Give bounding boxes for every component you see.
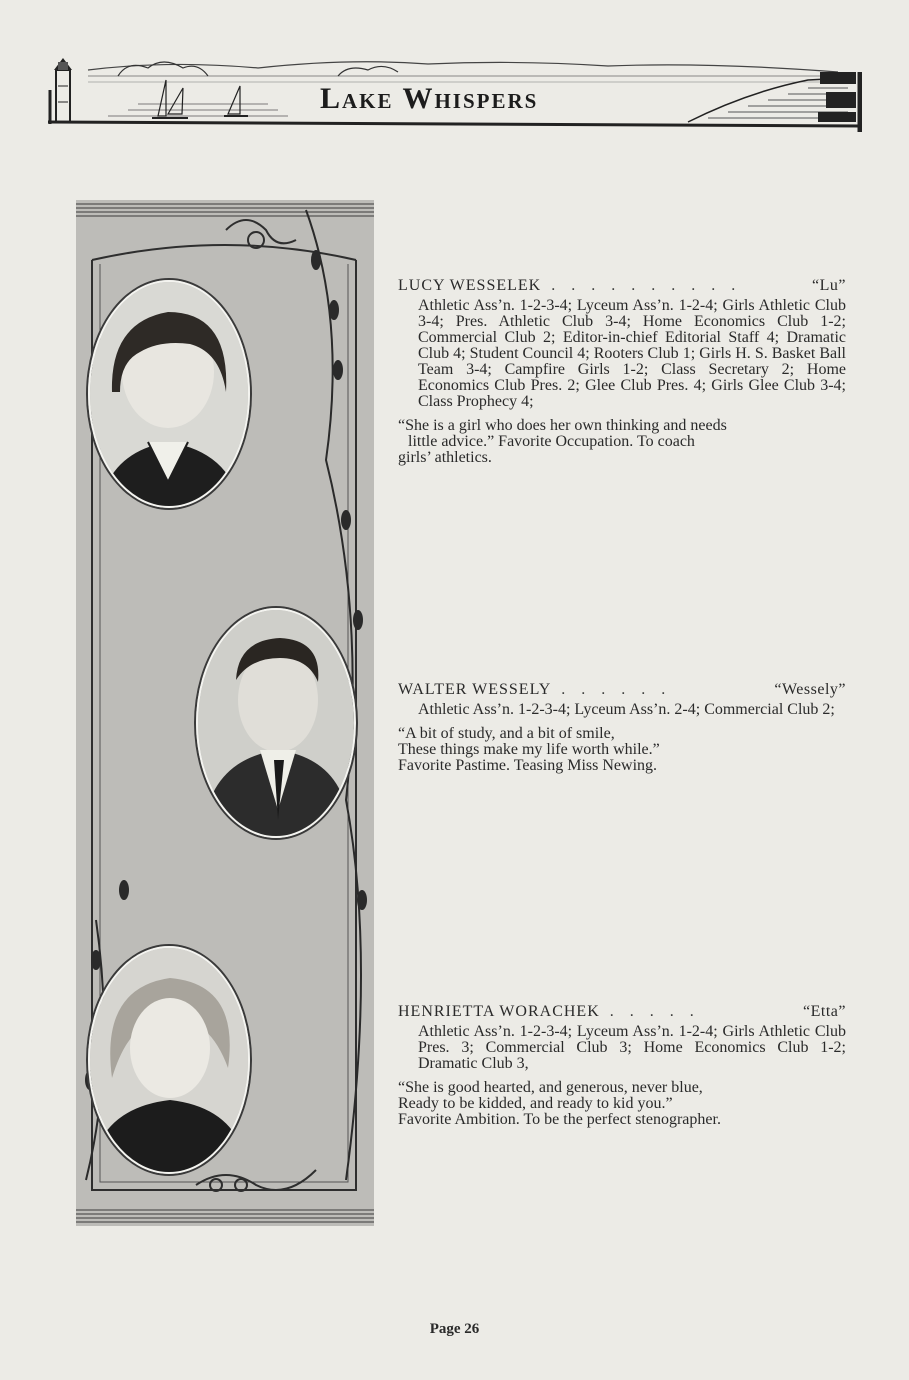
portrait-lucy-wesselek	[88, 280, 250, 508]
activities-list: Athletic Ass’n. 1-2-3-4; Lyceum Ass’n. 1-2-4; Girls Athletic Club Pres. 3; Commercial Club 3; Home Economics Club 1-2; Dramatic Club 3,	[418, 1023, 846, 1072]
portrait-walter-wessely	[196, 608, 356, 838]
ship-icon	[818, 72, 856, 122]
quote-line: little advice.” Favorite Occupation. To coach	[408, 433, 695, 450]
quote-block	[398, 1080, 846, 1128]
quote-line: girls’ athletics.	[398, 449, 492, 466]
student-name: LUCY WESSELEK	[398, 277, 542, 294]
dot-leader: . . . . . .	[561, 682, 672, 698]
person-photo-icon	[90, 948, 248, 1172]
student-nickname: “Lu”	[812, 277, 846, 294]
activities-list: Athletic Ass’n. 1-2-3-4; Lyceum Ass’n. 2-4; Commercial Club 2;	[418, 701, 835, 718]
dot-leader: . . . . .	[609, 1004, 700, 1020]
portrait-panel	[76, 200, 374, 1226]
quote-line: “She is a girl who does her own thinking and needs	[398, 417, 727, 434]
page-number: Page 26	[429, 1321, 480, 1337]
student-name: WALTER WESSELY	[398, 681, 552, 698]
quote-line: Ready to be kidded, and ready to kid you.”	[398, 1095, 673, 1112]
header-banner	[48, 52, 862, 138]
person-photo-icon	[198, 610, 354, 836]
senior-entry	[398, 278, 846, 466]
quote-line: “A bit of study, and a bit of smile,	[398, 725, 615, 742]
entry-header	[398, 1004, 846, 1020]
quote-line: Favorite Ambition. To be the perfect stenographer.	[398, 1111, 721, 1128]
entry-header	[398, 682, 846, 698]
quote-line: “She is good hearted, and generous, never blue,	[398, 1079, 703, 1096]
senior-entry	[398, 1004, 846, 1128]
quote-block	[398, 418, 846, 466]
lighthouse-icon	[54, 58, 72, 122]
quote-line: Favorite Pastime. Teasing Miss Newing.	[398, 757, 658, 774]
sailboat-icon	[152, 80, 248, 118]
student-nickname: “Wessely”	[774, 681, 846, 698]
quote-block	[398, 726, 846, 774]
student-name: HENRIETTA WORACHEK	[398, 1003, 600, 1020]
student-nickname: “Etta”	[803, 1003, 846, 1020]
header-title: Lake Whispers	[320, 82, 539, 115]
activities-list: Athletic Ass’n. 1-2-3-4; Lyceum Ass’n. 1-2-4; Girls Athletic Club 3-4; Pres. Athletic Club 3-4; Home Economics Club 1-2; Commercial Club 2; Editor-in-chief Editorial Staff 4; Dramatic Club 4; Student Council 4; Rooters Club 1; Girls H. S. Basket Ball Team 3-4; Campfire Girls 1-2; Class Secretary 2; Home Economics Club Pres. 2; Glee Club Pres. 4; Girls Glee Club 3-4; Class Prophecy 4;	[418, 297, 846, 410]
senior-entry	[398, 682, 846, 774]
dot-leader: . . . . . . . . . .	[551, 278, 742, 294]
entry-header	[398, 278, 846, 294]
quote-line: These things make my life worth while.”	[398, 741, 660, 758]
portrait-henrietta-worachek	[88, 946, 250, 1174]
person-photo-icon	[90, 282, 248, 506]
